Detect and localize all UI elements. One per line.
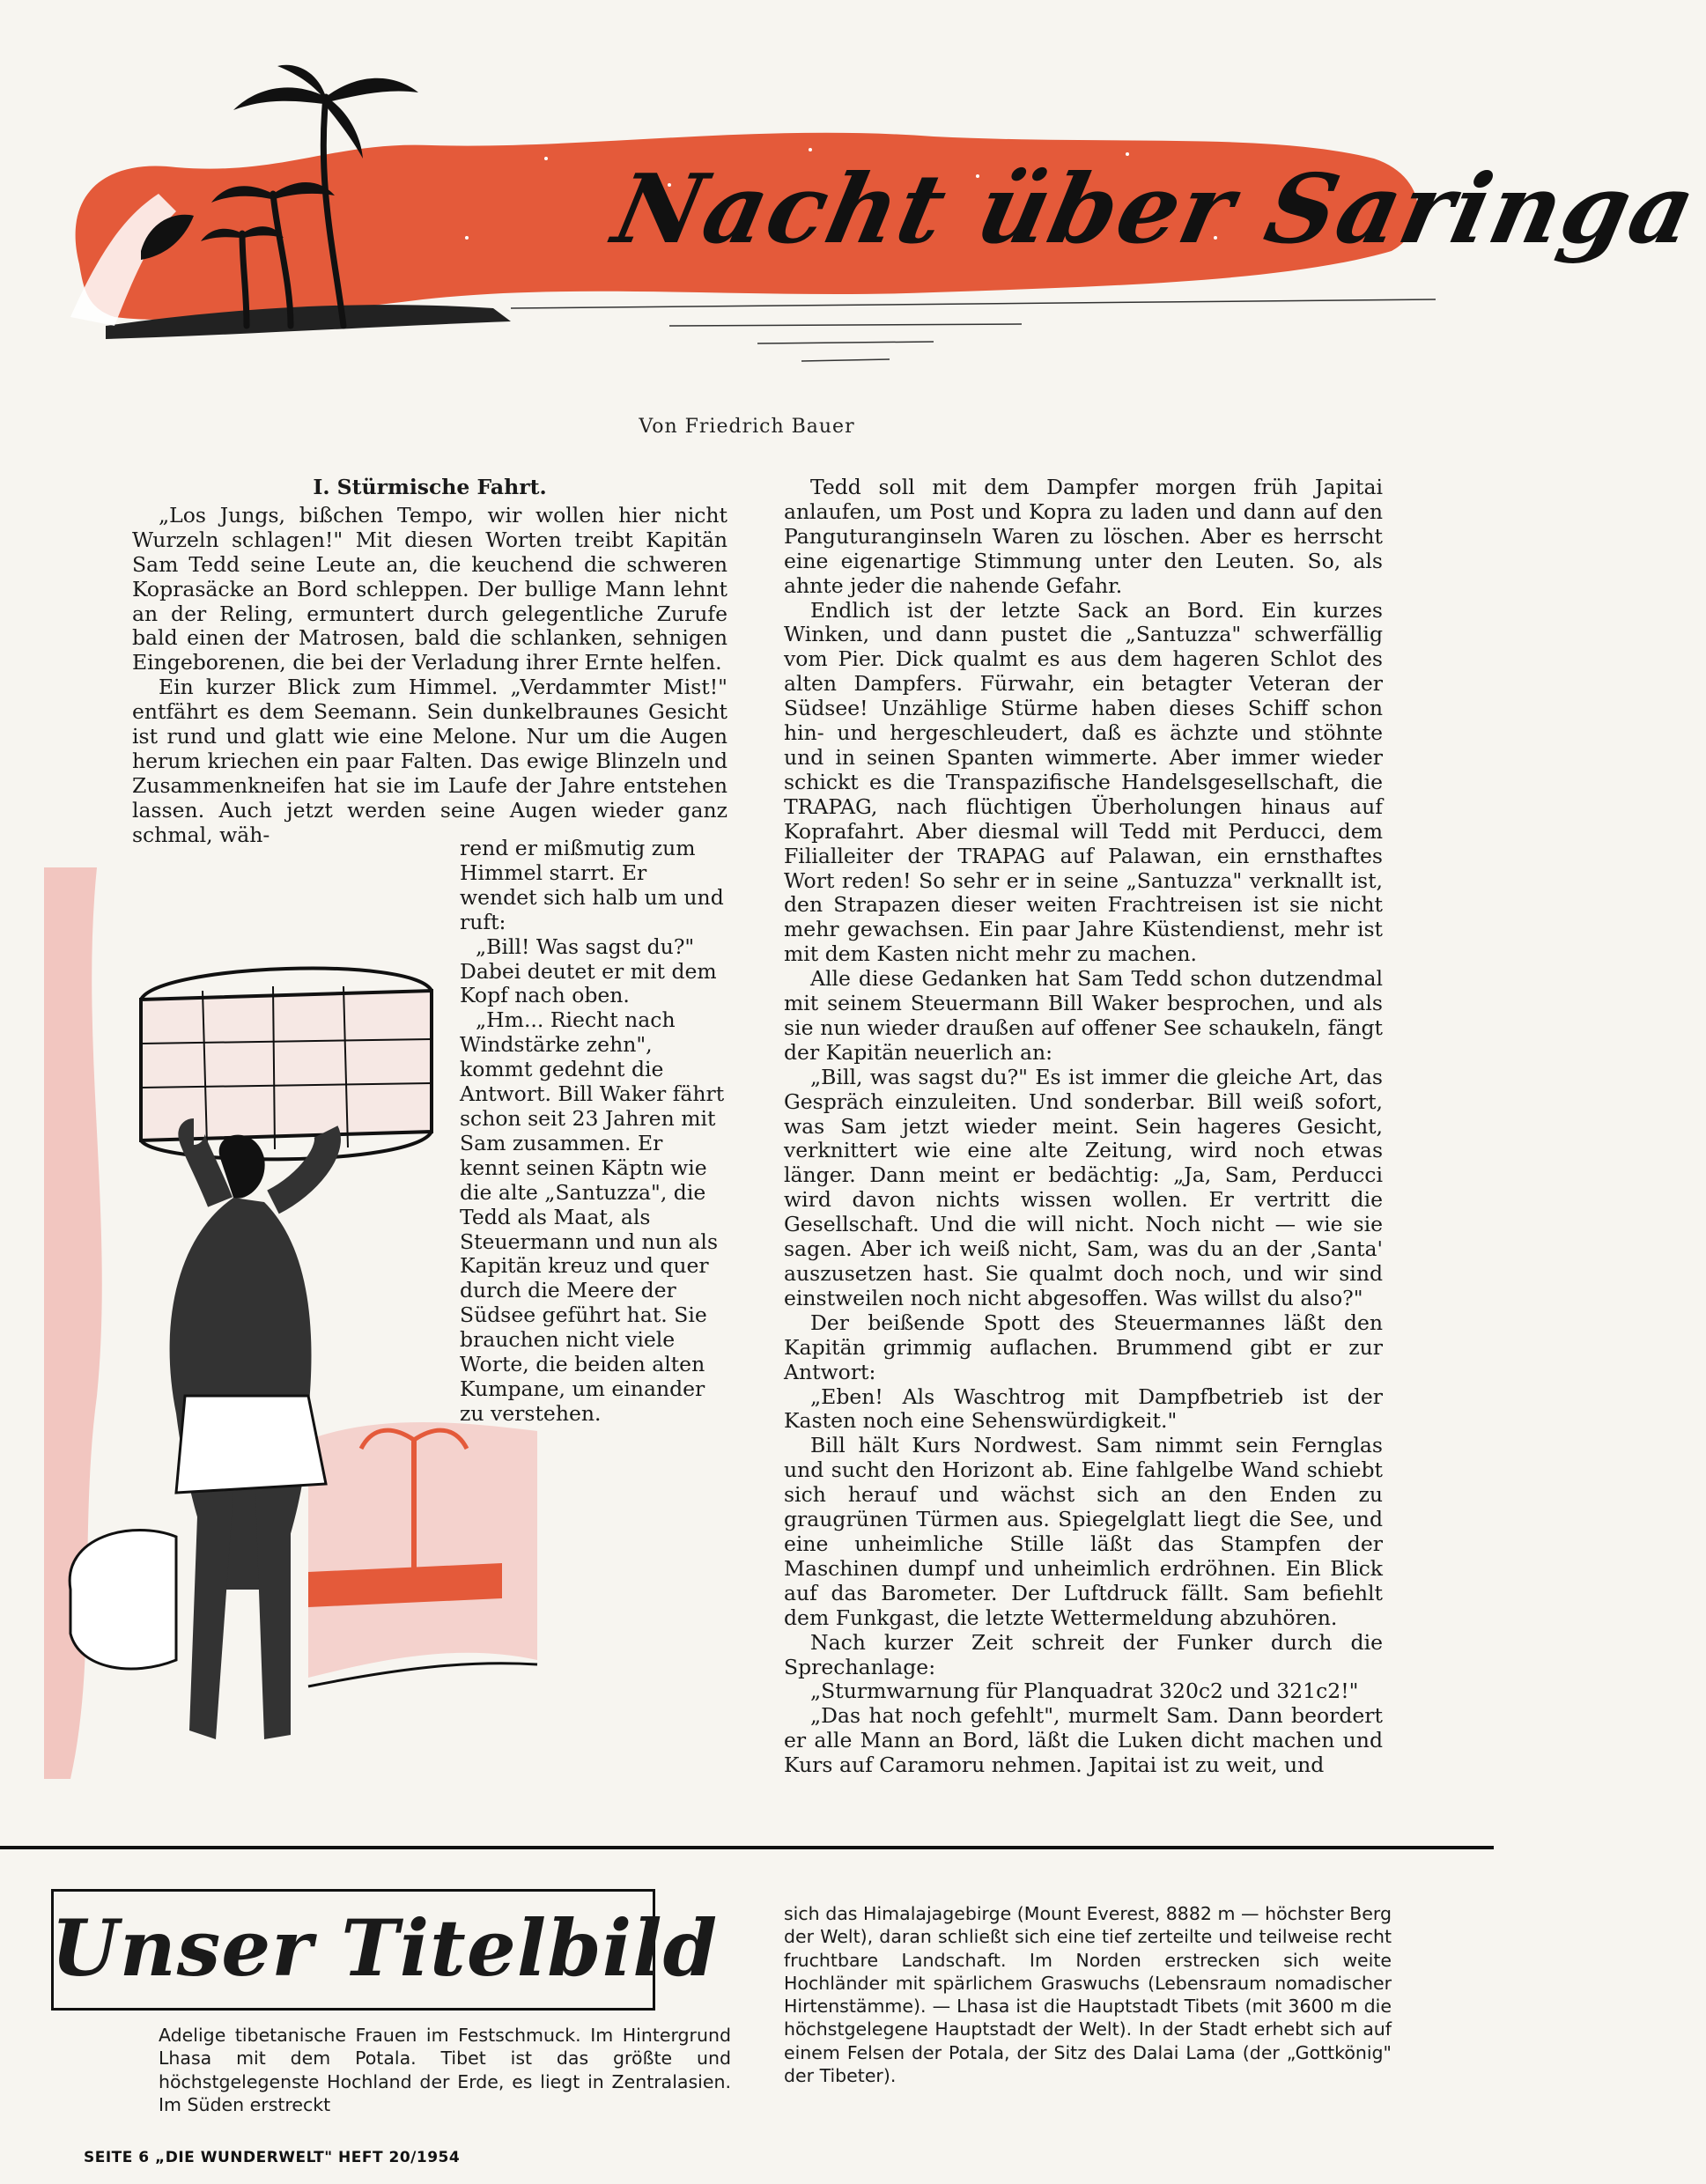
story-paragraph: „Hm... Riecht nach Windstärke zehn", kommt gedehnt die Antwort. Bill Waker fährt schon seit 23 Jahren mit Sam zusammen. Er kennt seinen Käptn wie die alte „Santuzza", die Tedd als Maat, als Steuermann und nun als Kapitän kreuz und quer durch die Meere der Südsee geführt hat. Sie brauchen nicht viele Worte, die beiden alten Kumpane, um einander zu verstehen. — [460, 1007, 725, 1426]
titelbild-heading: Unser Titelbild — [51, 1902, 719, 1994]
story-paragraph: „Eben! Als Waschtrog mit Dampfbetrieb ist der Kasten noch eine Sehenswürdigkeit." — [784, 1383, 1383, 1434]
story-paragraph: „Das hat noch gefehlt", murmelt Sam. Dann beordert er alle Mann an Bord, läßt die Luken dicht machen und Kurs auf Caramoru nehmen. Japitai ist zu weit, und — [784, 1703, 1383, 1778]
titelbild-caption-right: sich das Himalajagebirge (Mount Everest, 8882 m — höchster Berg der Welt), daran schließt sich eine tief zerteilte und teilweise recht fruchtbare Landschaft. Im Norden erstrecken sich weite Hochländer mit spärlichem Graswuchs (Lebensraum nomadischer Hirtenstämme). — Lhasa ist die Hauptstadt Tibets (mit 3600 m die höchstgelegene Hauptstadt der Welt). In der Stadt erhebt sich auf einem Felsen der Potala, der Sitz des Dalai Lama (der „Gottkönig" der Tibeter). — [784, 1903, 1392, 2087]
story-paragraph: „Bill! Was sagst du?" Dabei deutet er mit dem Kopf nach oben. — [460, 933, 717, 1008]
section-divider — [0, 1846, 1494, 1849]
page-footer: SEITE 6 „DIE WUNDERWELT" HEFT 20/1954 — [84, 2149, 461, 2166]
story-paragraph: „Los Jungs, bißchen Tempo, wir wollen hier nicht Wurzeln schlagen!" Mit diesen Worten treibt Kapitän Sam Tedd seine Leute an, die keuchend die schweren Koprasäcke an Bord schleppen. Der bullige Mann lehnt an der Reling, ermuntert durch gelegentliche Zurufe bald einen der Matrosen, bald die schlanken, sehnigen Eingeborenen, die bei der Verladung ihrer Ernte helfen. — [132, 502, 727, 675]
story-paragraph: Alle diese Gedanken hat Sam Tedd schon dutzendmal mit seinem Steuermann Bill Waker besprochen, und als sie nun wieder draußen auf offener See schaukeln, fängt der Kapitän neuerlich an: — [784, 966, 1383, 1065]
story-title: Nacht über Saringa — [604, 154, 1706, 265]
story-paragraph: Nach kurzer Zeit schreit der Funker durch die Sprechanlage: — [784, 1629, 1383, 1679]
story-column-right — [784, 476, 1383, 1778]
story-column-left — [132, 476, 727, 848]
story-paragraph: Tedd soll mit dem Dampfer morgen früh Japitai anlaufen, um Post und Kopra zu laden und dann auf den Panguturanginseln Waren zu löschen. Aber es herrscht eine eigenartige Stimmung unter den Leuten. So, als ahnte jeder die nahende Gefahr. — [784, 475, 1383, 598]
section-heading: I. Stürmische Fahrt. — [313, 475, 547, 499]
story-paragraph: Ein kurzer Blick zum Himmel. „Verdammter Mist!" entfährt es dem Seemann. Sein dunkelbraunes Gesicht ist rund und glatt wie eine Melone. Nur um die Augen herum kriechen ein paar Falten. Das ewige Blinzeln und Zusammenkneifen hat sie im Laufe der Jahre entstehen lassen. Auch jetzt werden seine Augen wieder ganz schmal, wäh- — [132, 675, 727, 847]
story-paragraph: „Sturmwarnung für Planquadrat 320c2 und 321c2!" — [810, 1679, 1359, 1704]
titelbild-caption-left: Adelige tibetanische Frauen im Festschmuck. Im Hintergrund Lhasa mit dem Potala. Tibet ist das größte und höchstgelegenste Hochland der Erde, es liegt in Zentralasien. Im Süden erstreckt — [159, 2025, 731, 2115]
story-paragraph: Der beißende Spott des Steuermannes läßt den Kapitän grimmig auflachen. Brummend gibt er zur Antwort: — [784, 1310, 1383, 1384]
story-byline: Von Friedrich Bauer — [639, 416, 855, 438]
porter-illustration — [44, 867, 537, 1779]
story-paragraph: rend er mißmutig zum Himmel starrt. Er wendet sich halb um und ruft: — [460, 836, 724, 934]
story-paragraph: Bill hält Kurs Nordwest. Sam nimmt sein Fernglas und sucht den Horizont ab. Eine fahlgelbe Wand schiebt sich herauf und wächst sich an den Enden zu graugrünen Türmen aus. Spiegelglatt liegt die See, und eine unheimliche Stille läßt das Stampfen der Maschinen dumpf und unheimlich erdröhnen. Ein Blick auf das Barometer. Der Luftdruck fällt. Sam befiehlt dem Funkgast, die letzte Wettermeldung abzuhören. — [784, 1433, 1383, 1630]
story-paragraph: Endlich ist der letzte Sack an Bord. Ein kurzes Winken, und dann pustet die „Santuzza" schwerfällig vom Pier. Dick qualmt es aus dem hageren Schlot des alten Dampfers. Fürwahr, ein betagter Veteran der Südsee! Unzählige Stürme haben dieses Schiff schon hin- und hergeschleudert, daß es ächzte und stöhnte und in seinen Spanten wimmerte. Aber immer wieder schickt es die Transpazifische Handelsgesellschaft, die TRAPAG, nach flüchtigen Überholungen hinaus auf Koprafahrt. Aber diesmal will Tedd mit Perducci, dem Filialleiter der TRAPAG auf Palawan, ein ernsthaftes Wort reden! So sehr er in seine „Santuzza" verknallt ist, den Strapazen dieser weiten Frachtreisen ist sie nicht mehr gewachsen. Ein paar Jahre Küstendienst, mehr ist mit dem Kasten nicht mehr zu machen. — [784, 597, 1383, 967]
story-paragraph: „Bill, was sagst du?" Es ist immer die gleiche Art, das Gespräch einzuleiten. Und sonderbar. Bill weiß sofort, was Sam jetzt wieder meint. Sein hageres Gesicht, verknittert wie eine alte Zeitung, wird noch etwas länger. Dann meint er bedächtig: „Ja, Sam, Perducci wird davon nichts wissen wollen. Er vertritt die Gesellschaft. Und die will nicht. Noch nicht — wie sie sagen. Aber ich weiß nicht, Sam, was du an der ‚Santa' auszusetzen hast. Sie qualmt doch noch, und wir sind einstweilen noch nicht abgesoffen. Was willst du also?" — [784, 1064, 1383, 1310]
